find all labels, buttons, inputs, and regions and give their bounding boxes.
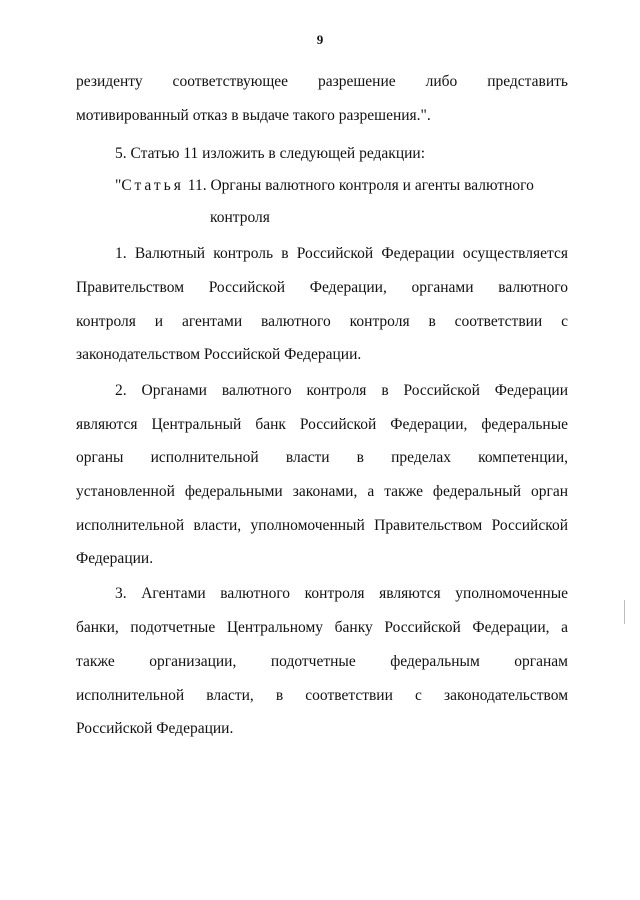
text-line: резиденту соответствующее разрешение либо представить [76,73,568,90]
article-heading-word: Статья [121,177,184,194]
paragraph-2-line: органы исполнительной власти в пределах компетенции, [76,449,568,466]
article-heading-quote: " [115,177,122,194]
page-number: 9 [316,32,324,47]
paragraph-3-line: исполнительной власти, в соответствии с законодательством [76,687,568,704]
paragraph-1-line: контроля и агентами валютного контроля в соответствии с [76,313,568,330]
paragraph-3-line: 3. Агентами валютного контроля являются уполномоченные [115,585,568,602]
scan-artifact-mark [624,600,625,624]
paragraph-2-line: Федерации. [76,550,154,567]
paragraph-3-line: Российской Федерации. [76,720,234,737]
paragraph-2-line: являются Центральный банк Российской Федерации, федеральные [76,416,568,433]
paragraph-3-line: также организации, подотчетные федеральным органам [76,653,568,670]
text-line: мотивированный отказ в выдаче такого разрешения.". [76,107,431,124]
article-heading-title: 11. Органы валютного контроля и агенты валютного [183,177,534,194]
paragraph-2-line: установленной федеральными законами, а также федеральный орган [76,483,568,500]
paragraph-2-line: 2. Органами валютного контроля в Российской Федерации [115,382,568,399]
paragraph-3-line: банки, подотчетные Центральному банку Российской Федерации, а [76,619,568,636]
article-heading-continuation: контроля [210,209,270,226]
article-heading [115,176,534,196]
paragraph-1-line: законодательством Российской Федерации. [76,346,362,363]
paragraph-2-line: исполнительной власти, уполномоченный Правительством Российской [76,517,568,534]
paragraph-1-line: Правительством Российской Федерации, органами валютного [76,279,568,296]
amendment-instruction: 5. Статью 11 изложить в следующей редакции: [115,145,426,162]
paragraph-1-line: 1. Валютный контроль в Российской Федерации осуществляется [115,245,568,262]
